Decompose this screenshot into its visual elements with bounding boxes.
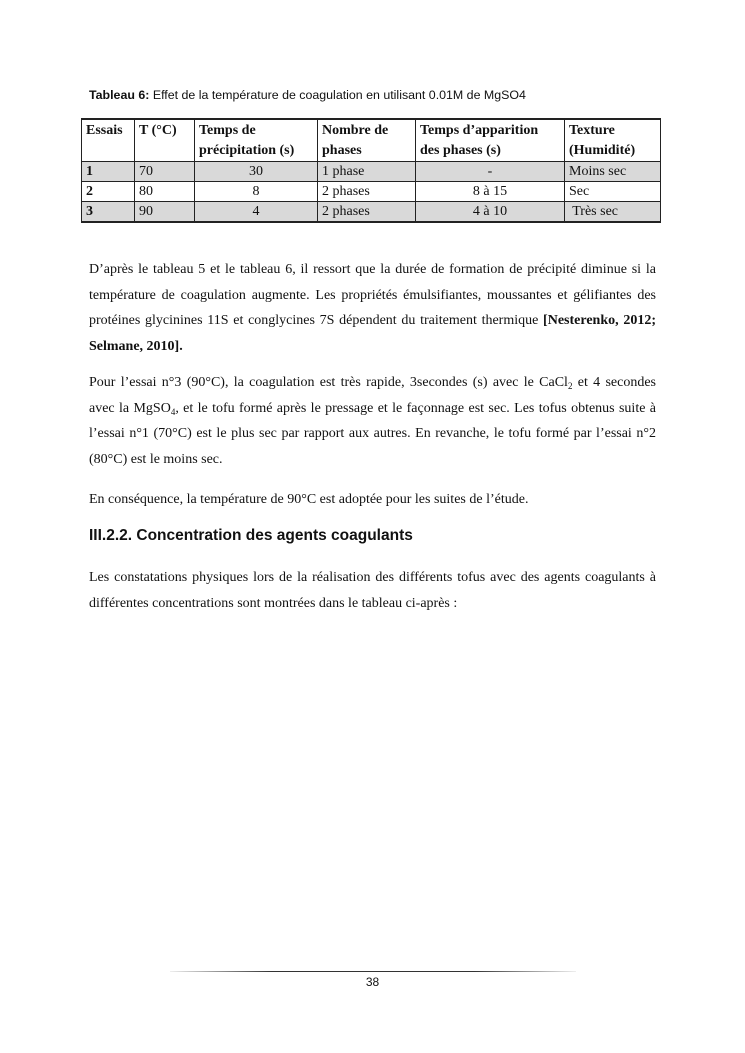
paragraph-4: Les constatations physiques lors de la réalisation des différents tofus avec des agents coagulants à différentes concentrations sont montrées dans le tableau ci-après : [89, 570, 656, 611]
table-cell: 80 [135, 182, 195, 202]
page-number: 38 [365, 975, 380, 989]
paragraph-2-text: et 4 secondes avec la MgSO [89, 375, 656, 416]
results-table [81, 118, 661, 223]
paragraph-1-text: D’après le tableau 5 et le tableau 6, il ressort que la durée de formation de précipité diminue si la température de coagulation augmente. Les propriétés émulsifiantes, moussantes et gélifiantes des protéines glycinines 11S et conglycines 7S dépendent du traitement thermique [89, 262, 656, 328]
table-cell: 1 [82, 162, 135, 182]
table-cell: Très sec [565, 202, 661, 223]
section-heading: III.2.2. Concentration des agents coagulants [89, 527, 413, 544]
table-cell: 4 à 10 [416, 202, 565, 223]
column-header: Texture (Humidité) [565, 119, 661, 162]
table-cell: Sec [565, 182, 661, 202]
paragraph-2-text: , et le tofu formé après le pressage et le façonnage est sec. Les tofus obtenus suite à l’essai n°1 (70°C) est le plus sec par rapport aux autres. En revanche, le tofu formé par l’essai n°2 (80°C) est le moins sec. [89, 400, 656, 467]
table-cell: 70 [135, 162, 195, 182]
column-header: Temps de précipitation (s) [195, 119, 318, 162]
table-row [82, 162, 661, 182]
table-cell: 4 [195, 202, 318, 223]
table-caption-text: Effet de la température de coagulation en utilisant 0.01M de MgSO4 [149, 88, 526, 102]
column-header: Essais [82, 119, 135, 162]
paragraph-3: En conséquence, la température de 90°C est adoptée pour les suites de l’étude. [89, 492, 529, 507]
column-header: T (°C) [135, 119, 195, 162]
table-cell: - [416, 162, 565, 182]
table-cell: 2 phases [318, 202, 416, 223]
table-cell: 8 [195, 182, 318, 202]
paragraph-2-text: Pour l’essai n°3 (90°C), la coagulation est très rapide, 3secondes (s) avec le CaCl [89, 375, 568, 390]
table-cell: 8 à 15 [416, 182, 565, 202]
table-caption-label: Tableau 6: [89, 88, 150, 102]
column-header: Nombre de phases [318, 119, 416, 162]
table-cell: 1 phase [318, 162, 416, 182]
citation: [Nesterenko, 2012; Selmane, 2010]. [89, 313, 656, 354]
table-caption [89, 88, 526, 102]
table-cell: Moins sec [565, 162, 661, 182]
table-row [82, 182, 661, 202]
column-header: Temps d’apparition des phases (s) [416, 119, 565, 162]
paragraph-2 [89, 370, 656, 472]
table-cell: 2 phases [318, 182, 416, 202]
table-cell: 3 [82, 202, 135, 223]
subscript: 2 [567, 381, 573, 391]
paragraph-1 [89, 257, 656, 359]
table-row [82, 202, 661, 223]
footer-divider [170, 971, 576, 972]
table-cell: 30 [195, 162, 318, 182]
subscript: 4 [170, 406, 176, 417]
table-cell: 2 [82, 182, 135, 202]
table-header-row [82, 119, 661, 162]
table-cell: 90 [135, 202, 195, 223]
